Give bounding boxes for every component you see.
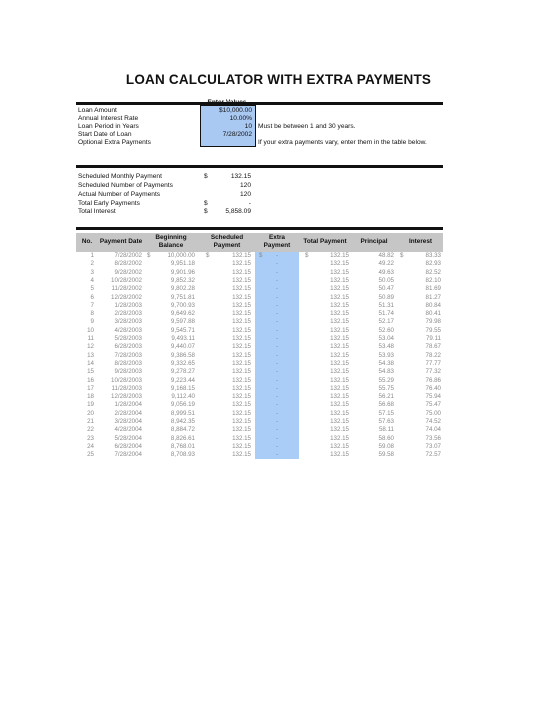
table-row (76, 260, 443, 268)
cell-extra[interactable]: - (275, 384, 279, 392)
cell-total: 132.15 (330, 252, 349, 259)
early-payments-label: Total Early Payments (78, 200, 140, 207)
table-row (76, 377, 443, 385)
cell-interest: 78.67 (425, 343, 441, 351)
currency-symbol: $ (204, 200, 208, 207)
cell-sched: 132.15 (232, 293, 251, 301)
cell-total: 132.15 (330, 285, 349, 293)
cell-no: 20 (87, 409, 94, 417)
table-row (76, 393, 443, 401)
cell-principal: 52.17 (378, 318, 394, 326)
total-interest-value: 5,858.09 (225, 208, 251, 215)
cell-extra[interactable]: - (275, 368, 279, 376)
currency-symbol: $ (204, 208, 208, 215)
currency-symbol: $ (204, 173, 208, 180)
table-row (76, 401, 443, 409)
cell-interest: 74.04 (425, 426, 441, 434)
cell-principal: 54.83 (378, 368, 394, 376)
cell-no: 15 (87, 368, 94, 376)
cell-date: 11/28/2002 (111, 285, 142, 293)
cell-sched: 132.15 (232, 351, 251, 359)
cell-interest: 80.41 (425, 310, 441, 318)
cell-sched: 132.15 (232, 335, 251, 342)
cell-extra[interactable]: - (275, 260, 279, 268)
cell-no: 21 (87, 418, 94, 425)
table-row (76, 410, 443, 418)
currency-symbol: $ (147, 252, 151, 259)
cell-total: 132.15 (330, 451, 349, 459)
cell-extra[interactable]: - (275, 276, 279, 284)
section-divider (76, 102, 443, 105)
cell-interest: 83.33 (425, 252, 441, 259)
cell-date: 7/28/2003 (114, 351, 142, 359)
cell-principal: 53.04 (378, 335, 394, 342)
cell-date: 10/28/2002 (111, 276, 142, 284)
cell-no: 13 (87, 351, 94, 359)
table-row (76, 426, 443, 434)
cell-balance: 8,768.01 (170, 442, 195, 450)
scheduled-count-value: 120 (239, 182, 251, 189)
cell-sched: 132.15 (232, 268, 251, 276)
cell-balance: 8,999.51 (170, 409, 195, 417)
table-row (76, 360, 443, 368)
actual-count-label: Actual Number of Payments (78, 191, 161, 198)
start-date-label: Start Date of Loan (78, 131, 132, 138)
table-row (76, 352, 443, 360)
cell-total: 132.15 (330, 318, 349, 326)
cell-date: 7/28/2004 (114, 451, 142, 459)
cell-sched: 132.15 (232, 260, 251, 268)
cell-total: 132.15 (330, 343, 349, 351)
cell-sched: 132.15 (232, 418, 251, 425)
cell-extra[interactable]: - (275, 393, 279, 401)
cell-sched: 132.15 (232, 326, 251, 334)
cell-balance: 9,112.40 (171, 393, 195, 401)
table-row (76, 435, 443, 443)
cell-sched: 132.15 (232, 276, 251, 284)
cell-date: 6/28/2004 (114, 442, 142, 450)
cell-total: 132.15 (330, 351, 349, 359)
cell-sched: 132.15 (232, 393, 251, 401)
cell-total: 132.15 (330, 393, 349, 401)
cell-balance: 9,440.07 (170, 343, 195, 351)
cell-interest: 75.47 (425, 401, 441, 409)
cell-principal: 58.11 (378, 426, 394, 434)
cell-no: 1 (90, 252, 94, 259)
cell-sched: 132.15 (232, 401, 251, 409)
cell-principal: 55.75 (378, 384, 394, 392)
cell-interest: 82.10 (425, 276, 441, 284)
cell-interest: 80.84 (425, 301, 441, 309)
cell-principal: 54.38 (378, 359, 394, 367)
cell-date: 1/28/2004 (114, 401, 142, 409)
col-header-beginning-line1: Beginning (155, 234, 187, 241)
cell-extra[interactable]: - (275, 293, 279, 301)
cell-interest: 79.98 (425, 318, 441, 326)
table-header (76, 233, 443, 252)
cell-date: 3/28/2003 (114, 318, 142, 326)
cell-balance: 9,332.65 (170, 359, 195, 367)
cell-interest: 74.52 (425, 418, 441, 425)
cell-interest: 73.07 (425, 442, 441, 450)
cell-principal: 48.82 (378, 252, 394, 259)
col-header-no: No. (81, 238, 93, 245)
cell-total: 132.15 (330, 368, 349, 376)
extra-payments-label: Optional Extra Payments (78, 139, 151, 146)
table-row (76, 343, 443, 351)
cell-extra[interactable]: - (275, 252, 279, 259)
cell-no: 24 (87, 442, 94, 450)
cell-date: 10/28/2003 (111, 376, 142, 384)
currency-symbol: $ (305, 252, 309, 259)
cell-date: 3/28/2004 (114, 418, 142, 425)
cell-sched: 132.15 (232, 285, 251, 293)
table-row (76, 285, 443, 293)
cell-sched: 132.15 (232, 252, 251, 259)
cell-total: 132.15 (330, 359, 349, 367)
cell-balance: 8,708.93 (170, 451, 195, 459)
cell-interest: 81.27 (425, 293, 441, 301)
cell-balance: 9,386.58 (170, 351, 195, 359)
cell-sched: 132.15 (232, 343, 251, 351)
start-date-input[interactable]: 7/28/2002 (222, 131, 252, 138)
cell-balance: 8,942.35 (170, 418, 195, 425)
cell-extra[interactable]: - (275, 426, 279, 434)
col-header-scheduled-line1: Scheduled (210, 234, 244, 241)
cell-no: 16 (87, 376, 94, 384)
cell-sched: 132.15 (232, 426, 251, 434)
cell-interest: 79.11 (425, 335, 441, 342)
cell-total: 132.15 (330, 326, 349, 334)
cell-no: 4 (90, 276, 94, 284)
cell-sched: 132.15 (232, 310, 251, 318)
cell-principal: 53.93 (378, 351, 394, 359)
cell-date: 9/28/2002 (114, 268, 142, 276)
table-row (76, 277, 443, 285)
cell-balance: 9,056.19 (170, 401, 195, 409)
cell-balance: 8,826.61 (170, 434, 195, 442)
cell-extra[interactable]: - (275, 376, 279, 384)
currency-symbol: $ (400, 252, 404, 259)
cell-principal: 58.60 (378, 434, 394, 442)
monthly-payment-value: 132.15 (230, 173, 251, 180)
cell-sched: 132.15 (232, 384, 251, 392)
cell-sched: 132.15 (232, 376, 251, 384)
table-row (76, 252, 443, 260)
cell-interest: 77.32 (425, 368, 441, 376)
cell-extra[interactable]: - (275, 418, 279, 425)
cell-balance: 9,852.32 (170, 276, 195, 284)
cell-no: 19 (87, 401, 94, 409)
cell-extra[interactable]: - (275, 442, 279, 450)
cell-principal: 50.89 (378, 293, 394, 301)
loan-amount-label: Loan Amount (78, 107, 117, 114)
cell-balance: 8,884.72 (170, 426, 195, 434)
table-row (76, 327, 443, 335)
currency-symbol: $ (206, 252, 210, 259)
cell-balance: 9,493.11 (171, 335, 195, 342)
cell-principal: 57.15 (378, 409, 394, 417)
table-row (76, 451, 443, 459)
col-header-beginning (146, 234, 196, 250)
cell-total: 132.15 (330, 384, 349, 392)
col-header-extra (255, 234, 299, 250)
cell-no: 18 (87, 393, 94, 401)
cell-date: 2/28/2003 (114, 310, 142, 318)
table-row (76, 269, 443, 277)
cell-no: 12 (87, 343, 94, 351)
cell-interest: 81.69 (425, 285, 441, 293)
cell-balance: 9,901.96 (170, 268, 195, 276)
col-header-principal: Principal (360, 238, 388, 245)
cell-balance: 9,649.62 (170, 310, 195, 318)
cell-extra[interactable]: - (275, 359, 279, 367)
section-divider (76, 227, 443, 230)
cell-balance: 9,597.88 (170, 318, 195, 326)
section-divider (76, 165, 443, 168)
table-row (76, 294, 443, 302)
cell-date: 12/28/2002 (111, 293, 142, 301)
cell-total: 132.15 (330, 418, 349, 425)
cell-principal: 50.05 (378, 276, 394, 284)
cell-principal: 53.48 (378, 343, 394, 351)
cell-total: 132.15 (330, 268, 349, 276)
col-header-beginning-line2: Balance (158, 242, 184, 249)
cell-extra[interactable]: - (275, 434, 279, 442)
cell-no: 23 (87, 434, 94, 442)
scheduled-count-label: Scheduled Number of Payments (78, 182, 173, 189)
cell-date: 4/28/2004 (114, 426, 142, 434)
cell-date: 8/28/2003 (114, 359, 142, 367)
cell-extra[interactable]: - (275, 451, 279, 459)
col-header-interest: Interest (408, 238, 433, 245)
cell-total: 132.15 (330, 434, 349, 442)
cell-interest: 76.86 (425, 376, 441, 384)
col-header-total: Total Payment (303, 238, 347, 245)
cell-balance: 9,802.28 (170, 285, 195, 293)
cell-interest: 73.56 (425, 434, 441, 442)
cell-sched: 132.15 (232, 318, 251, 326)
cell-principal: 56.21 (378, 393, 394, 401)
cell-extra[interactable]: - (275, 285, 279, 293)
cell-principal: 51.74 (378, 310, 394, 318)
cell-principal: 57.63 (378, 418, 394, 425)
cell-total: 132.15 (330, 426, 349, 434)
cell-principal: 50.47 (378, 285, 394, 293)
cell-interest: 75.00 (425, 409, 441, 417)
cell-total: 132.15 (330, 260, 349, 268)
cell-total: 132.15 (330, 401, 349, 409)
early-payments-value: - (248, 200, 251, 207)
table-row (76, 368, 443, 376)
cell-balance: 9,545.71 (170, 326, 195, 334)
table-row (76, 418, 443, 426)
cell-date: 7/28/2002 (114, 252, 142, 259)
cell-extra[interactable]: - (275, 335, 279, 342)
cell-interest: 76.40 (425, 384, 441, 392)
table-row (76, 302, 443, 310)
cell-total: 132.15 (330, 301, 349, 309)
monthly-payment-label: Scheduled Monthly Payment (78, 173, 162, 180)
cell-extra[interactable]: - (275, 326, 279, 334)
cell-sched: 132.15 (232, 434, 251, 442)
cell-date: 8/28/2002 (114, 260, 142, 268)
cell-no: 6 (90, 293, 94, 301)
cell-extra[interactable]: - (275, 409, 279, 417)
cell-no: 22 (87, 426, 94, 434)
cell-no: 11 (87, 335, 94, 342)
table-row (76, 443, 443, 451)
cell-principal: 56.68 (378, 401, 394, 409)
table-row (76, 318, 443, 326)
cell-total: 132.15 (330, 276, 349, 284)
cell-principal: 59.58 (378, 451, 394, 459)
cell-no: 2 (90, 260, 94, 268)
cell-interest: 82.52 (425, 268, 441, 276)
cell-interest: 75.94 (425, 393, 441, 401)
cell-extra[interactable]: - (275, 301, 279, 309)
col-header-scheduled-line2: Payment (213, 242, 241, 249)
interest-rate-label: Annual Interest Rate (78, 115, 139, 122)
cell-no: 25 (87, 451, 94, 459)
cell-date: 9/28/2003 (114, 368, 142, 376)
cell-date: 2/28/2004 (114, 409, 142, 417)
cell-sched: 132.15 (232, 301, 251, 309)
cell-principal: 55.29 (378, 376, 394, 384)
cell-balance: 10,000.00 (167, 252, 195, 259)
cell-extra[interactable]: - (275, 268, 279, 276)
cell-no: 14 (87, 359, 94, 367)
cell-balance: 9,700.93 (170, 301, 195, 309)
cell-principal: 49.63 (378, 268, 394, 276)
table-row (76, 385, 443, 393)
interest-rate-input[interactable]: 10.00% (229, 115, 252, 122)
table-row (76, 335, 443, 343)
cell-balance: 9,278.27 (170, 368, 195, 376)
cell-sched: 132.15 (232, 409, 251, 417)
cell-interest: 82.93 (425, 260, 441, 268)
cell-total: 132.15 (330, 409, 349, 417)
cell-extra[interactable]: - (275, 401, 279, 409)
cell-date: 6/28/2003 (114, 343, 142, 351)
loan-amount-input[interactable]: $10,000.00 (218, 107, 252, 114)
cell-total: 132.15 (330, 376, 349, 384)
table-row (76, 310, 443, 318)
cell-principal: 51.31 (378, 301, 394, 309)
cell-no: 17 (87, 384, 94, 392)
cell-interest: 78.22 (425, 351, 441, 359)
cell-interest: 77.77 (425, 359, 441, 367)
cell-no: 10 (87, 326, 94, 334)
loan-period-note: Must be between 1 and 30 years. (258, 123, 356, 130)
cell-sched: 132.15 (232, 442, 251, 450)
actual-count-value: 120 (239, 191, 251, 198)
cell-date: 5/28/2004 (114, 434, 142, 442)
cell-no: 5 (90, 285, 94, 293)
cell-balance: 9,951.18 (170, 260, 195, 268)
cell-sched: 132.15 (232, 368, 251, 376)
cell-principal: 52.60 (378, 326, 394, 334)
loan-period-input[interactable]: 10 (244, 123, 252, 130)
cell-total: 132.15 (330, 310, 349, 318)
extra-payments-note: If your extra payments vary, enter them in the table below. (258, 139, 427, 146)
page-title: LOAN CALCULATOR WITH EXTRA PAYMENTS (125, 72, 432, 87)
cell-interest: 72.57 (425, 451, 441, 459)
cell-balance: 9,168.15 (170, 384, 195, 392)
cell-sched: 132.15 (232, 451, 251, 459)
cell-total: 132.15 (330, 293, 349, 301)
cell-date: 5/28/2003 (114, 335, 142, 342)
cell-date: 12/28/2003 (111, 393, 142, 401)
cell-no: 9 (90, 318, 94, 326)
total-interest-label: Total Interest (78, 208, 116, 215)
currency-symbol: $ (259, 252, 263, 259)
cell-extra[interactable]: - (275, 343, 279, 351)
cell-extra[interactable]: - (275, 351, 279, 359)
col-header-extra-line2: Payment (263, 242, 291, 249)
cell-total: 132.15 (330, 335, 349, 342)
cell-no: 8 (90, 310, 94, 318)
cell-total: 132.15 (330, 442, 349, 450)
cell-date: 1/28/2003 (114, 301, 142, 309)
cell-sched: 132.15 (232, 359, 251, 367)
loan-period-label: Loan Period in Years (78, 123, 139, 130)
cell-balance: 9,223.44 (170, 376, 195, 384)
cell-principal: 49.22 (378, 260, 394, 268)
col-header-extra-line1: Extra (269, 234, 285, 241)
cell-no: 7 (90, 301, 94, 309)
cell-balance: 9,751.81 (170, 293, 195, 301)
cell-extra[interactable]: - (275, 318, 279, 326)
cell-no: 3 (90, 268, 94, 276)
cell-extra[interactable]: - (275, 310, 279, 318)
col-header-date: Payment Date (99, 238, 143, 245)
cell-date: 11/28/2003 (111, 384, 142, 392)
col-header-scheduled (202, 234, 252, 250)
cell-interest: 79.55 (425, 326, 441, 334)
cell-date: 4/28/2003 (114, 326, 142, 334)
cell-principal: 59.08 (378, 442, 394, 450)
